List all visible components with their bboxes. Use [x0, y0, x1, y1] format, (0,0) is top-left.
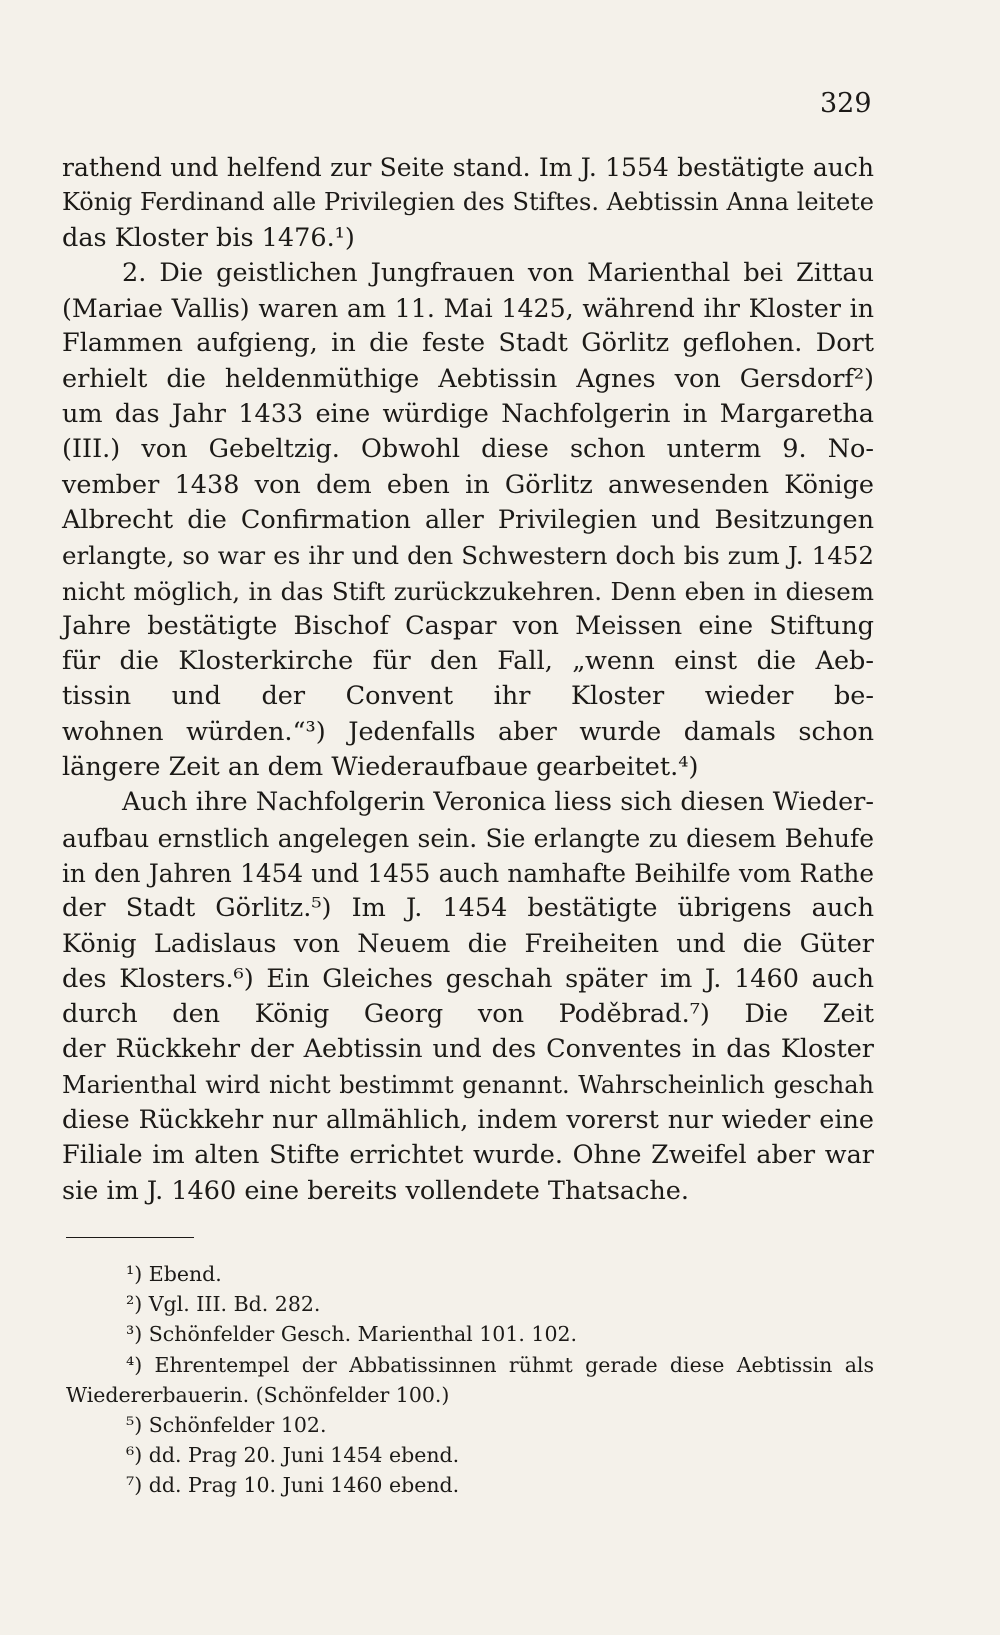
- text-line: das Kloster bis 1476.¹): [62, 222, 355, 253]
- text-line: für die Klosterkirche für den Fall, „wenn einst die Aeb-: [62, 646, 874, 677]
- footnote: ²) Vgl. III. Bd. 282.: [126, 1292, 321, 1317]
- text-line: aufbau ernstlich angelegen sein. Sie erlangte zu diesem Behufe: [62, 823, 874, 853]
- text-line: vember 1438 von dem eben in Görlitz anwesenden Könige: [62, 469, 874, 500]
- text-line: der Rückkehr der Aebtissin und des Conventes in das Kloster: [62, 1034, 874, 1065]
- text-line: König Ferdinand alle Privilegien des Stiftes. Aebtissin Anna leitete: [62, 188, 874, 217]
- text-line: Flammen aufgieng, in die feste Stadt Görlitz geflohen. Dort: [62, 328, 874, 359]
- footnotes: [62, 1259, 874, 1501]
- text-line: durch den König Georg von Poděbrad.⁷) Die Zeit: [62, 999, 874, 1030]
- body-text: [62, 150, 874, 1209]
- text-line: sie im J. 1460 eine bereits vollendete Thatsache.: [62, 1175, 690, 1206]
- text-line: in den Jahren 1454 und 1455 auch namhafte Beihilfe vom Rathe: [62, 858, 874, 888]
- text-line: 2. Die geistlichen Jungfrauen von Marienthal bei Zittau: [122, 257, 874, 288]
- text-line: Auch ihre Nachfolgerin Veronica liess sich diesen Wieder-: [122, 787, 874, 818]
- text-line: erhielt die heldenmüthige Aebtissin Agnes von Gersdorf²): [62, 363, 874, 394]
- page-number: 329: [820, 88, 872, 119]
- text-line: der Stadt Görlitz.⁵) Im J. 1454 bestätigte übrigens auch: [62, 893, 874, 924]
- footnote: ⁷) dd. Prag 10. Juni 1460 ebend.: [126, 1473, 460, 1498]
- text-line: längere Zeit an dem Wiederaufbaue gearbeitet.⁴): [62, 752, 699, 783]
- text-line: Jahre bestätigte Bischof Caspar von Meissen eine Stiftung: [62, 610, 874, 641]
- text-line: nicht möglich, in das Stift zurückzukehren. Denn eben in diesem: [62, 576, 874, 606]
- footnote: ¹) Ebend.: [126, 1262, 222, 1286]
- text-line: erlangte, so war es ihr und den Schwestern doch bis zum J. 1452: [62, 541, 874, 571]
- text-line: Filiale im alten Stifte errichtet wurde. Ohne Zweifel aber war: [62, 1140, 874, 1171]
- footnote-divider: [66, 1237, 194, 1238]
- footnote: ³) Schönfelder Gesch. Marienthal 101. 102.: [126, 1322, 578, 1347]
- text-line: rathend und helfend zur Seite stand. Im J. 1554 bestätigte auch: [62, 153, 874, 182]
- footnote: ⁴) Ehrentempel der Abbatissinnen rühmt gerade diese Aebtissin als: [126, 1352, 874, 1377]
- text-line: (Mariae Vallis) waren am 11. Mai 1425, während ihr Kloster in: [62, 294, 874, 324]
- footnote-continuation: Wiedererbauerin. (Schönfelder 100.): [66, 1382, 450, 1407]
- footnote: ⁵) Schönfelder 102.: [126, 1412, 327, 1437]
- text-line: (III.) von Gebeltzig. Obwohl diese schon unterm 9. No-: [62, 434, 874, 465]
- text-line: des Klosters.⁶) Ein Gleiches geschah später im J. 1460 auch: [62, 963, 874, 994]
- text-line: wohnen würden.“³) Jedenfalls aber wurde damals schon: [62, 716, 874, 747]
- text-line: tissin und der Convent ihr Kloster wieder be-: [62, 681, 874, 712]
- footnote: ⁶) dd. Prag 20. Juni 1454 ebend.: [126, 1443, 460, 1468]
- text-line: diese Rückkehr nur allmählich, indem vorerst nur wieder eine: [62, 1105, 874, 1136]
- text-line: um das Jahr 1433 eine würdige Nachfolgerin in Margaretha: [62, 399, 874, 430]
- text-line: König Ladislaus von Neuem die Freiheiten und die Güter: [62, 928, 874, 959]
- text-line: Albrecht die Confirmation aller Privilegien und Besitzungen: [62, 504, 874, 535]
- text-line: Marienthal wird nicht bestimmt genannt. Wahrscheinlich geschah: [62, 1070, 874, 1099]
